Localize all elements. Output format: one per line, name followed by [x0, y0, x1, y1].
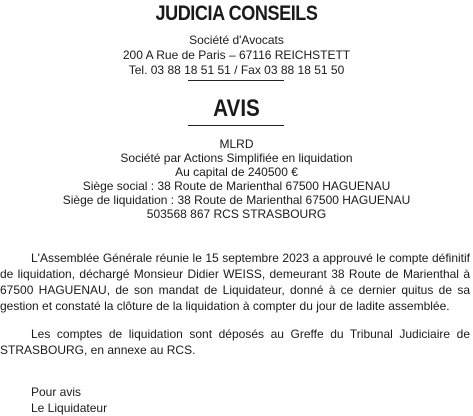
header-divider: [188, 80, 284, 81]
company-name: MLRD: [219, 137, 254, 151]
firm-name: JUDICIA CONSEILS: [155, 2, 318, 25]
signature-pour-avis: Pour avis: [31, 385, 82, 399]
liquidation-office: Siège de liquidation : 38 Route de Marienthal 67500 HAGUENAU: [62, 193, 411, 207]
title-underline: [188, 125, 284, 126]
company-capital: Au capital de 240500 €: [175, 165, 298, 179]
firm-address: 200 A Rue de Paris – 67116 REICHSTETT: [122, 48, 351, 62]
company-form: Société par Actions Simplifiée en liquidation: [120, 151, 353, 165]
firm-contact: Tel. 03 88 18 51 51 / Fax 03 88 18 51 50: [128, 63, 345, 77]
firm-subtitle: Société d'Avocats: [189, 33, 284, 47]
notice-title: AVIS: [213, 95, 260, 122]
paragraph-filing: Les comptes de liquidation sont déposés au Greffe du Tribunal Judiciaire de STRASBOURG, en annexe au RCS.: [0, 327, 470, 357]
rcs-number: 503568 867 RCS STRASBOURG: [146, 207, 327, 221]
registered-office: Siège social : 38 Route de Marienthal 67500 HAGUENAU: [82, 179, 391, 193]
signature-liquidator: Le Liquidateur: [31, 401, 108, 415]
paragraph-approval: L'Assemblée Générale réunie le 15 septembre 2023 a approuvé le compte définitif de liquidation, déchargé Monsieur Didier WEISS, demeurant 38 Route de Marienthal à 67500 HAGUENAU, de son mandat de Liquidateur, donné à ce dernier quitus de sa gestion et constaté la clôture de la liquidation à compter du jour de ladite assemblée.: [0, 251, 470, 313]
